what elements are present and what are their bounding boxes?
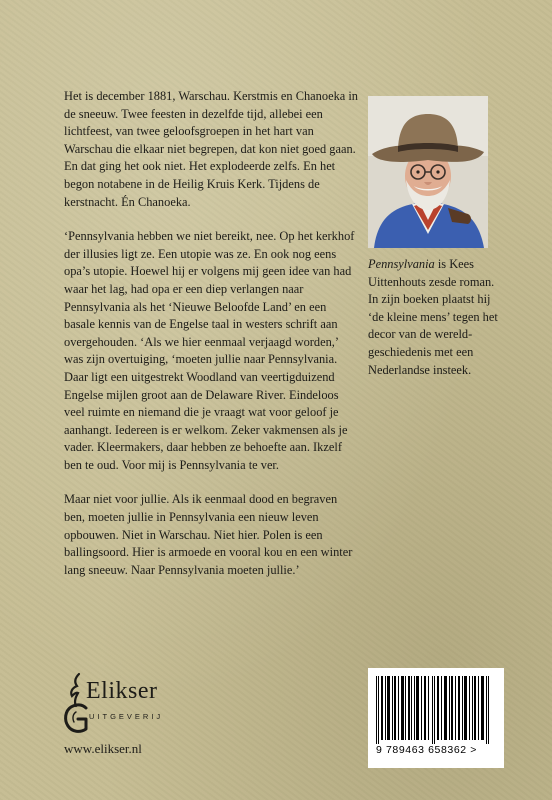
- publisher-name: Elikser: [86, 678, 158, 704]
- publisher-logo: [62, 672, 212, 736]
- author-portrait-illustration: [368, 96, 488, 248]
- book-title: Pennsylvania: [368, 257, 435, 271]
- publisher-website: www.elikser.nl: [64, 741, 142, 756]
- author-bio-text: is Kees Uittenhouts zesde roman. In zijn boeken plaatst hij ‘de kleine mens’ tegen het decor van de wereld-geschiedenis met een Nederlandse insteek.: [368, 257, 498, 377]
- isbn-barcode: [368, 668, 504, 768]
- barcode-bars: [374, 676, 498, 744]
- isbn-number: 9 789463 658362 >: [376, 744, 477, 756]
- blurb-paragraph: Maar niet voor jullie. Als ik eenmaal dood en begraven ben, moeten jullie in Pennsylvania een nieuw leven opbouwen. Niet in Warschau. Niet hier. Polen is een ballingsoord. Hier is armoede en vooral kou en een winter lang sneeuw. Naar Pennsylvania moeten jullie.’: [64, 492, 353, 577]
- publisher-subtitle: UITGEVERIJ: [89, 712, 164, 721]
- back-cover-blurb: [64, 88, 360, 596]
- blurb-paragraph: Het is december 1881, Warschau. Kerstmis en Chanoeka in de sneeuw. Twee feesten in dezelfde tijd, allebei een lichtfeest, van twee geloofsgroepen in het hart van Warschau die elkaar niet begrepen, dat kon niet goed gaan. En dat ging het ook niet. Het explodeerde zelfs. En het begon notabene in de Heilig Kruis Kerk. Tijdens de kerstnacht. Én Chanoeka.: [64, 89, 358, 209]
- author-bio: [368, 256, 504, 379]
- author-photo: [368, 96, 488, 248]
- blurb-paragraph: ‘Pennsylvania hebben we niet bereikt, nee. Op het kerkhof der illusies ligt ze. Een utopie was ze. En ook nog eens opa’s utopie. Hoewel hij er volgens mij geen idee van had waar het lag, had opa er een diep verlangen naar Pennsylvania als het ‘Nieuwe Beloofde Land’ en een basale kennis van de Engelse taal in westers schrift aan overgehouden. ‘Als we hier eenmaal verjaagd worden,’ was zijn overtuiging, ‘moeten jullie naar Pennsylvania. Daar ligt een uitgestrekt Woodland van veertigduizend Engelse mijlen groot aan de Delaware River. Eindeloos veel ruimte en niemand die je vraagt wat voor geloof je aanhangt. Iedereen is er welkom. Zeker vakmensen als je vader. Kleermakers, daar hebben ze behoefte aan. Ikzelf ben te oud. Voor mij is Pennsylvania te ver.: [64, 229, 355, 472]
